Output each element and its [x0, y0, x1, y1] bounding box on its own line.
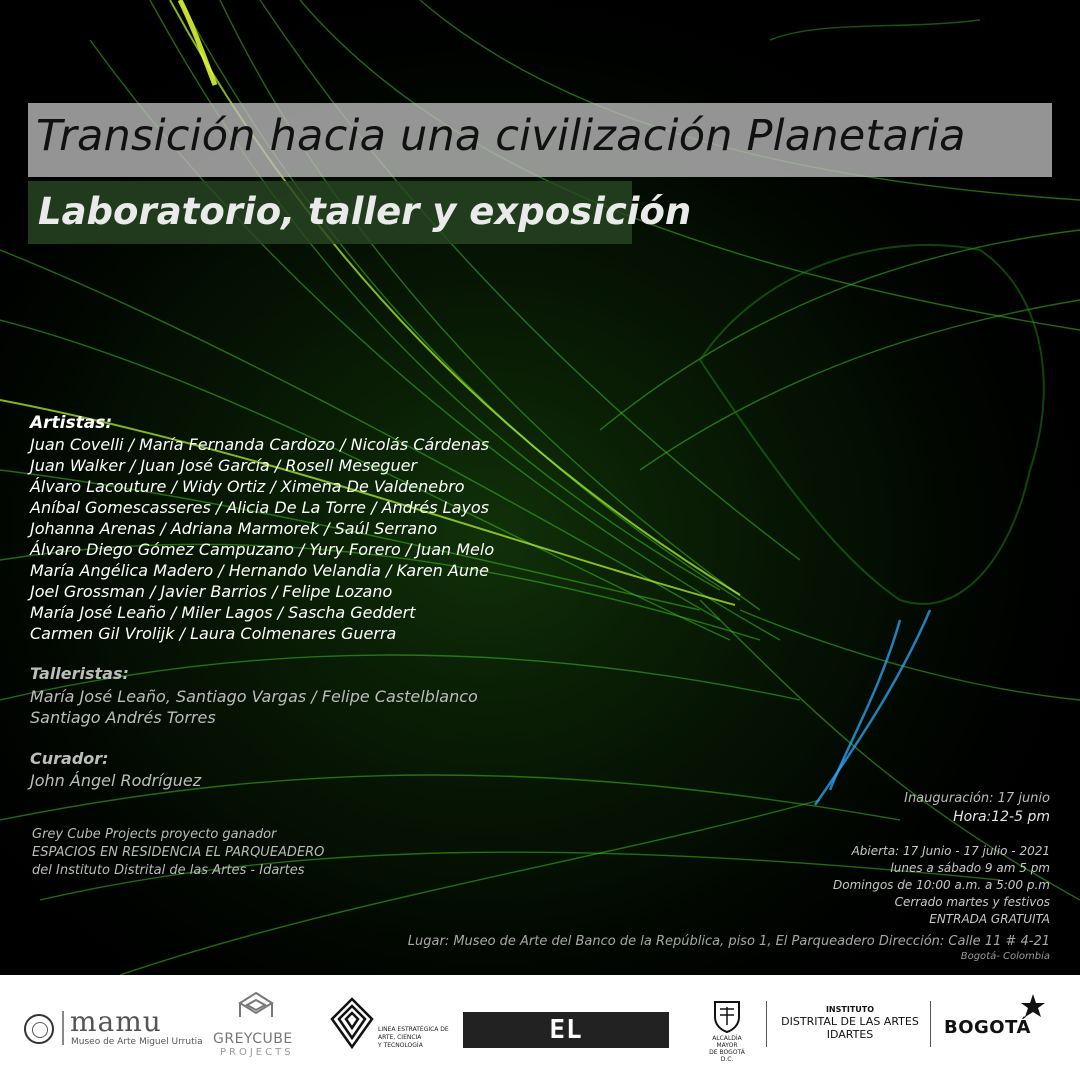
artist-line: Álvaro Lacouture / Widy Ortiz / Ximena De Valdenebro: [30, 477, 465, 496]
idartes-logo: [780, 1005, 920, 1041]
greycube-note: [32, 826, 324, 880]
alcaldia-line: DE BOGOTÁ D.C.: [709, 1049, 745, 1063]
artists-list: [30, 434, 494, 644]
artist-line: Aníbal Gomescasseres / Alicia De La Torre / Andrés Layos: [30, 498, 489, 517]
venue-address: Lugar: Museo de Arte del Banco de la República, piso 1, El Parqueadero Dirección: Calle 11 # 4-21: [407, 934, 1050, 949]
bogota-star-icon: [1020, 993, 1046, 1019]
schedule-line: lunes a sábado 9 am 5 pm: [890, 861, 1050, 875]
schedule-line: Abierta: 17 Junio - 17 julio - 2021: [851, 844, 1050, 858]
artist-line: María Angélica Madero / Hernando Velandia / Karen Aune: [30, 561, 489, 580]
talleristas-heading: Talleristas:: [30, 664, 129, 683]
artist-line: Juan Walker / Juan José García / Rosell Meseguer: [30, 456, 417, 475]
linea-spiral-icon: [330, 997, 374, 1049]
inauguration-date: Inauguración: 17 junio: [904, 791, 1050, 806]
poster-subtitle: Laboratorio, taller y exposición: [38, 190, 692, 233]
footer-divider: [766, 1001, 767, 1047]
greycube-icon: [238, 991, 274, 1029]
greycube-note-line: ESPACIOS EN RESIDENCIA EL PARQUEADERO: [32, 845, 325, 860]
artists-heading: Artistas:: [30, 413, 113, 433]
talleristas-list: [30, 686, 478, 728]
artist-line: Álvaro Diego Gómez Campuzano / Yury Forero / Juan Melo: [30, 540, 495, 559]
schedule-info: [833, 843, 1050, 928]
alcaldia-shield-icon: [712, 999, 742, 1033]
linea-logo-text: [378, 1026, 449, 1050]
curador-heading: Curador:: [30, 749, 109, 768]
linea-line: LINEA ESTRATÉGICA DE: [378, 1026, 449, 1033]
tallerista-line: María José Leaño, Santiago Vargas / Felipe Castelblanco: [30, 687, 478, 706]
curador-name: John Ángel Rodríguez: [30, 771, 202, 790]
sponsor-footer: [0, 975, 1080, 1080]
artist-line: Juan Covelli / María Fernanda Cardozo / Nicolás Cárdenas: [30, 435, 490, 454]
inauguration-hours: Hora:12-5 pm: [953, 809, 1050, 825]
schedule-line: Cerrado martes y festivos: [894, 895, 1050, 909]
idartes-line: DISTRITAL DE LAS ARTES: [781, 1015, 919, 1028]
poster-title: Transición hacia una civilización Planetaria: [36, 111, 966, 161]
idartes-line: INSTITUTO: [825, 1005, 875, 1014]
greycube-logo-name: GREYCUBE: [213, 1031, 293, 1047]
greycube-note-line: Grey Cube Projects proyecto ganador: [32, 827, 277, 842]
linea-line: Y TECNOLOGÍA: [378, 1042, 423, 1049]
greycube-logo-sub: PROJECTS: [220, 1047, 294, 1058]
idartes-line: IDARTES: [826, 1028, 874, 1041]
mamu-logo-sub: Museo de Arte Miguel Urrutia: [71, 1037, 203, 1047]
mamu-seal-icon: [24, 1014, 54, 1044]
artist-line: Joel Grossman / Javier Barrios / Felipe Lozano: [30, 582, 393, 601]
tallerista-line: Santiago Andrés Torres: [30, 708, 216, 727]
linea-line: ARTE, CIENCIA: [378, 1034, 422, 1041]
schedule-line: ENTRADA GRATUITA: [929, 912, 1050, 926]
mamu-divider: [62, 1011, 64, 1045]
mamu-logo-name: mamu: [70, 1005, 162, 1038]
artist-line: Johanna Arenas / Adriana Marmorek / Saúl Serrano: [30, 519, 438, 538]
alcaldia-logo-text: [702, 1035, 752, 1063]
bogota-logo: BOGOTÁ: [944, 1017, 1031, 1038]
parqueadero-logo: EL PARQUEADERO: [463, 1012, 669, 1048]
artist-line: María José Leaño / Miler Lagos / Sascha Geddert: [30, 603, 416, 622]
inauguration-info: [904, 789, 1050, 827]
venue-city: Bogotá- Colombia: [960, 951, 1050, 962]
footer-divider: [930, 1001, 931, 1047]
schedule-line: Domingos de 10:00 a.m. a 5:00 p.m: [833, 878, 1050, 892]
greycube-note-line: del Instituto Distrital de las Artes - Idartes: [32, 863, 305, 878]
alcaldia-line: ALCALDÍA MAYOR: [712, 1035, 742, 1049]
artist-line: Carmen Gil Vrolijk / Laura Colmenares Guerra: [30, 624, 397, 643]
